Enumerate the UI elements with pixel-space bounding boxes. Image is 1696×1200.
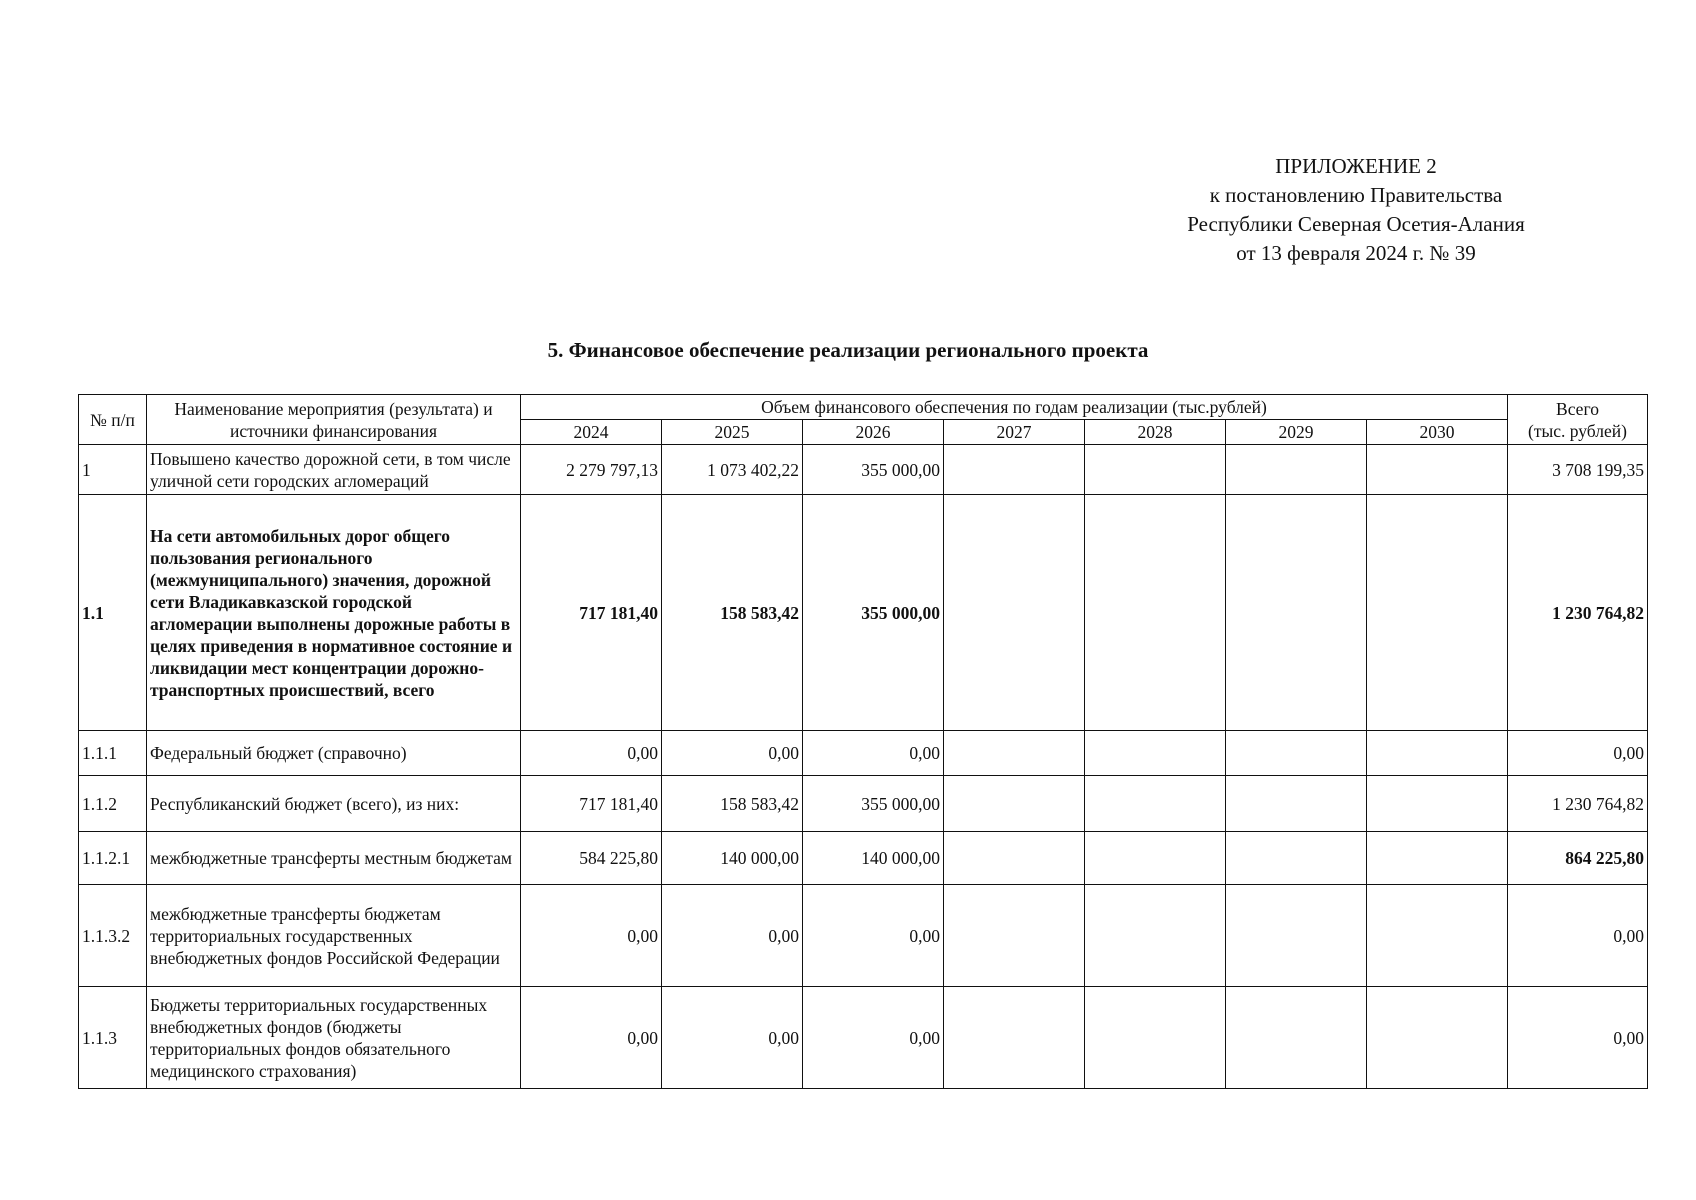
- cell-2025: 158 583,42: [662, 776, 803, 832]
- cell-2027: [944, 445, 1085, 495]
- cell-2026: 0,00: [803, 731, 944, 776]
- cell-2025: 0,00: [662, 731, 803, 776]
- row-name: Повышено качество дорожной сети, в том числе уличной сети городских агломераций: [147, 445, 521, 495]
- header-name: Наименование мероприятия (результата) и источники финансирования: [147, 395, 521, 445]
- row-num: 1.1: [79, 495, 147, 731]
- header-year-2030: 2030: [1367, 420, 1508, 445]
- cell-2029: [1226, 495, 1367, 731]
- cell-2030: [1367, 445, 1508, 495]
- cell-2029: [1226, 987, 1367, 1089]
- cell-2024: 0,00: [521, 731, 662, 776]
- cell-2029: [1226, 731, 1367, 776]
- cell-2030: [1367, 987, 1508, 1089]
- cell-2029: [1226, 776, 1367, 832]
- header-year-2024: 2024: [521, 420, 662, 445]
- cell-2030: [1367, 832, 1508, 885]
- cell-2028: [1085, 832, 1226, 885]
- table-row: [79, 731, 1648, 776]
- table-row: [79, 987, 1648, 1089]
- table-row: [79, 885, 1648, 987]
- cell-2026: 0,00: [803, 885, 944, 987]
- cell-2030: [1367, 495, 1508, 731]
- cell-total: 3 708 199,35: [1508, 445, 1648, 495]
- cell-2024: 717 181,40: [521, 495, 662, 731]
- cell-2026: 355 000,00: [803, 445, 944, 495]
- cell-total: 864 225,80: [1508, 832, 1648, 885]
- table-row: [79, 495, 1648, 731]
- cell-2024: 0,00: [521, 885, 662, 987]
- cell-total: 0,00: [1508, 987, 1648, 1089]
- cell-2030: [1367, 885, 1508, 987]
- section-title: 5. Финансовое обеспечение реализации регионального проекта: [547, 338, 1149, 362]
- cell-2025: 158 583,42: [662, 495, 803, 731]
- row-num: 1.1.2: [79, 776, 147, 832]
- cell-2027: [944, 987, 1085, 1089]
- cell-2026: 355 000,00: [803, 495, 944, 731]
- table-row: [79, 776, 1648, 832]
- cell-2027: [944, 885, 1085, 987]
- header-total: [1508, 395, 1648, 445]
- cell-total: 0,00: [1508, 731, 1648, 776]
- financing-table: [78, 394, 1648, 1089]
- cell-2025: 0,00: [662, 885, 803, 987]
- row-name: Бюджеты территориальных государственных внебюджетных фондов (бюджеты территориальных фондов обязательного медицинского страхования): [147, 987, 521, 1089]
- cell-2029: [1226, 445, 1367, 495]
- row-num: 1: [79, 445, 147, 495]
- cell-2027: [944, 731, 1085, 776]
- annex-line-3: Республики Северная Осетия-Алания: [1187, 212, 1525, 236]
- header-year-2027: 2027: [944, 420, 1085, 445]
- table-row: [79, 832, 1648, 885]
- row-name: Республиканский бюджет (всего), из них:: [147, 776, 521, 832]
- row-num: 1.1.2.1: [79, 832, 147, 885]
- header-years-group: Объем финансового обеспечения по годам реализации (тыс.рублей): [521, 395, 1508, 420]
- header-year-2025: 2025: [662, 420, 803, 445]
- cell-2025: 140 000,00: [662, 832, 803, 885]
- row-num: 1.1.3.2: [79, 885, 147, 987]
- annex-line-2: к постановлению Правительства: [1209, 183, 1503, 207]
- header-total-line-1: Всего: [1556, 398, 1599, 419]
- cell-2026: 355 000,00: [803, 776, 944, 832]
- header-total-line-2: (тыс. рублей): [1528, 420, 1627, 441]
- cell-2024: 0,00: [521, 987, 662, 1089]
- table-row: [79, 445, 1648, 495]
- annex-line-4: от 13 февраля 2024 г. № 39: [1236, 241, 1476, 265]
- header-year-2026: 2026: [803, 420, 944, 445]
- row-name: Федеральный бюджет (справочно): [147, 731, 521, 776]
- cell-2030: [1367, 776, 1508, 832]
- cell-2027: [944, 776, 1085, 832]
- cell-2027: [944, 832, 1085, 885]
- cell-2026: 0,00: [803, 987, 944, 1089]
- cell-2025: 1 073 402,22: [662, 445, 803, 495]
- cell-total: 1 230 764,82: [1508, 495, 1648, 731]
- cell-2025: 0,00: [662, 987, 803, 1089]
- cell-2028: [1085, 885, 1226, 987]
- row-num: 1.1.1: [79, 731, 147, 776]
- row-name: межбюджетные трансферты местным бюджетам: [147, 832, 521, 885]
- row-name: На сети автомобильных дорог общего пользования регионального (межмуниципального) значения, дорожной сети Владикавказской городской агломерации выполнены дорожные работы в целях приведения в нормативное состояние и ликвидации мест концентрации дорожно-транспортных происшествий, всего: [147, 495, 521, 731]
- cell-2024: 584 225,80: [521, 832, 662, 885]
- header-year-2029: 2029: [1226, 420, 1367, 445]
- cell-2024: 2 279 797,13: [521, 445, 662, 495]
- cell-2024: 717 181,40: [521, 776, 662, 832]
- cell-2028: [1085, 731, 1226, 776]
- cell-2027: [944, 495, 1085, 731]
- cell-2026: 140 000,00: [803, 832, 944, 885]
- cell-2028: [1085, 776, 1226, 832]
- cell-2028: [1085, 987, 1226, 1089]
- row-num: 1.1.3: [79, 987, 147, 1089]
- annex-header: [1146, 152, 1566, 268]
- header-year-2028: 2028: [1085, 420, 1226, 445]
- cell-2028: [1085, 495, 1226, 731]
- header-num: № п/п: [79, 395, 147, 445]
- cell-2029: [1226, 885, 1367, 987]
- row-name: межбюджетные трансферты бюджетам территориальных государственных внебюджетных фондов Российской Федерации: [147, 885, 521, 987]
- cell-2028: [1085, 445, 1226, 495]
- annex-line-1: ПРИЛОЖЕНИЕ 2: [1275, 154, 1437, 178]
- cell-2030: [1367, 731, 1508, 776]
- cell-total: 0,00: [1508, 885, 1648, 987]
- cell-total: 1 230 764,82: [1508, 776, 1648, 832]
- cell-2029: [1226, 832, 1367, 885]
